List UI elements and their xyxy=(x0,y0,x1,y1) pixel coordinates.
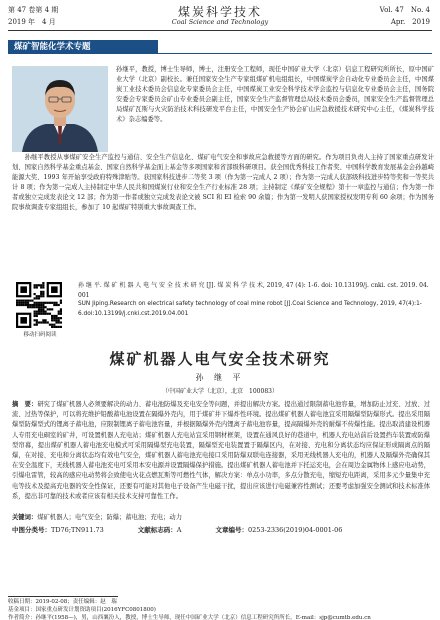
banner-rule xyxy=(158,53,432,54)
document-code xyxy=(138,525,182,534)
footnote-author: 作者简介：孙继平(1958—)，男，山西襄汾人，教授，博士生导师，现任中国矿业大学（北京）信息工程研究所所长。E-mail：sjp@cumtb.edu.cn xyxy=(8,615,371,620)
citation-en: SUN Jiping.Research on electrical safety technology of coal mine robot [J].Coal Science and Technology, 2019, 47(4):1-6.doi:10.13199/j.cnki.cst.2019.04.001 xyxy=(78,301,422,317)
author-bio-research: 孙继平教授从事煤矿安全生产监控与通信、安全生产信息化、煤矿电气安全和事故应急救援等方面的研究。作为项目负责人主持了国家重点研发计划、国家自然科学基金重点基金、国家自然科学基金面上基金等多项国家和省部级科研项目。获全国优秀科技工作者奖、中国科学教育发展基金会孙越崎能源大奖、1993 年开始享受政府特殊津贴等。获国家科技进步二等奖 3 项（作为第一完成人 2 项）；作为第一完成人获部级科技进步特等奖和一等奖共计 8 项；作为第一完成人主持制定中华人民共和国煤炭行业和安全生产行业标准 28 项；主持制定《煤矿安全规程》第十一章监控与通信；作为第一作者或独立完成发表论文 12 部；作为第一作者或独立完成发表论文被 SCI 和 EI 检索 90 余篇；作为第一发明人获国家授权发明专利 60 余项；作为国务院事故调查专家组组长，参加了 10 起煤矿特别重大事故调查工作。 xyxy=(12,154,434,211)
abstract-label: 摘 要： xyxy=(12,401,38,408)
keywords-label: 关键词： xyxy=(12,514,38,521)
article-id-label: 文章编号： xyxy=(215,526,248,534)
portrait-illustration xyxy=(12,66,108,152)
footnote-funding: 基金项目：国家重点研发计划资助项目(2016YFC0801800) xyxy=(8,607,156,613)
article-id-value: 0253-2336(2019)04-0001-06 xyxy=(247,526,343,534)
volume-issue: 第 47 卷第 4 期 xyxy=(8,6,59,14)
journal-title-cn: 煤炭科学技术 xyxy=(177,5,262,19)
issue-date-en: Apr. 2019 xyxy=(390,18,430,26)
section-banner: 煤矿智能化学术专题 xyxy=(8,40,158,54)
volume-issue-en: Vol. 47 No. 4 xyxy=(379,6,430,14)
author-bio-intro: 孙继平，教授，博士生导师，博士，注册安全工程师，现任中国矿业大学（北京）信息工程研究所所长，原中国矿业大学（北京）副校长。兼任国家安全生产专家组煤矿机电组组长，中国煤炭学会自动化专业委员会主任，中国煤炭工业技术委员会信息化专家委员会主任，中国煤炭工业安全科学技术学会监控与信息化专业委员会主任，国务院安委会专家委员会矿山专业委员会副主任，国家安全生产监督管理总局技术委员会委员，国家安全生产监督管理总局煤矿瓦斯与火灾防治技术科技研发平台主任，中国安全生产协会矿山应急救援技术研究中心主任，《煤炭科学技术》杂志编委等。 xyxy=(116,66,434,123)
qr-code-graphic xyxy=(16,282,62,328)
journal-header xyxy=(0,0,440,40)
classification-line xyxy=(12,525,430,534)
doc-code-value: A xyxy=(176,526,182,534)
qr-code-icon[interactable] xyxy=(16,282,62,328)
header-rule xyxy=(8,30,432,31)
abstract-text: 研究了煤矿机器人必须要解决的动力、蓄电池防爆及充电安全等问题，并提出解决方案。提出通过限制蓄电池容量，增加防止过充、过放、过流、过热等保护，可以将充维护铅酸蓄电池设置在隔爆外壳内，用于煤矿井下爆炸性环境。提出煤矿机器人蓄电池宜采用隔爆型防爆形式。提出采用隔爆型防爆型式的锂离子蓄电池，应限制锂离子蓄电池容量，并根据隔爆外壳内锂离子蓄电池容量，提高隔爆外壳的耐爆不传爆性能。提出取消建设机器人专用充电硐室的矿井，可设置机器人充电站；煤矿机器人充电站宜采用钢材框架，设置在通风良好的巷道中，机器人充电站前后设置挡车装置或防爆型帘幕，提出煤矿机器人蓄电池充电模式可采用隔爆型充电装置，隔爆型充电装置置于隔爆区内，在对接、充电和分离状态均应保证形成隔离点的隔爆，在对接、充电和分离状态均有效电气安全，煤矿机器人蓄电池充电接口采用防爆双联电连接器，采用无线机器人充电的，机器人及隔爆外壳确保其在安全温度下，无线机器人蓄电池充电可采用本安电源并设置隔爆保护措施。提出煤矿机器人蓄电池并下托运充电，会在周边金属物体上感应电动势，引爆电雷管，较高的感应电动势将会致使电火花点燃瓦斯等可燃性气体，解决方案：单点小功率，多点分散充电，缩短充电距离，采用多元少量集中充电等技术及提高充电器的安全性保证，还要有可能对其他电子设备产生电磁干扰，提出应该进行电磁兼容性测试；还要考虑加强安全测试和技术标准体系，提出非可靠的技术或者应该有相关技术支持可靠性工作。 xyxy=(12,401,431,500)
journal-title-en: Coal Science and Technology xyxy=(171,18,269,26)
abstract xyxy=(12,400,430,502)
author-affiliation: （中国矿业大学（北京），北京 100083） xyxy=(162,388,278,395)
clc-value: TD76;TN911.73 xyxy=(51,526,104,534)
article-id xyxy=(215,525,342,534)
footnote-received: 收稿日期：2019-02-08；责任编辑：赵 瑞 xyxy=(8,599,117,605)
citation-cn: 孙 继 平. 煤 矿 机 器 人 电 气 安 全 技 术 研 究 [J]. 煤 炭 科 学 技 术, 2019, 47 (4): 1-6. doi: 10.13199/j. cnki. cst. 2019. 04. 001 xyxy=(78,282,429,299)
keywords-text: 煤矿机器人；电气安全；防爆；蓄电池；充电；动力 xyxy=(37,514,183,521)
paper-title: 煤矿机器人电气安全技术研究 xyxy=(109,350,331,368)
issue-date-cn: 2019 年 4 月 xyxy=(8,18,56,26)
qr-caption: 移动扫码阅读 xyxy=(23,332,57,338)
clc-number xyxy=(12,525,104,534)
paper-author: 孙 继 平 xyxy=(195,373,245,382)
clc-label: 中图分类号： xyxy=(12,526,51,534)
keywords xyxy=(12,512,430,521)
footnote-rule xyxy=(8,596,118,597)
author-photo xyxy=(12,66,108,152)
doc-code-label: 文献标志码： xyxy=(137,526,177,534)
